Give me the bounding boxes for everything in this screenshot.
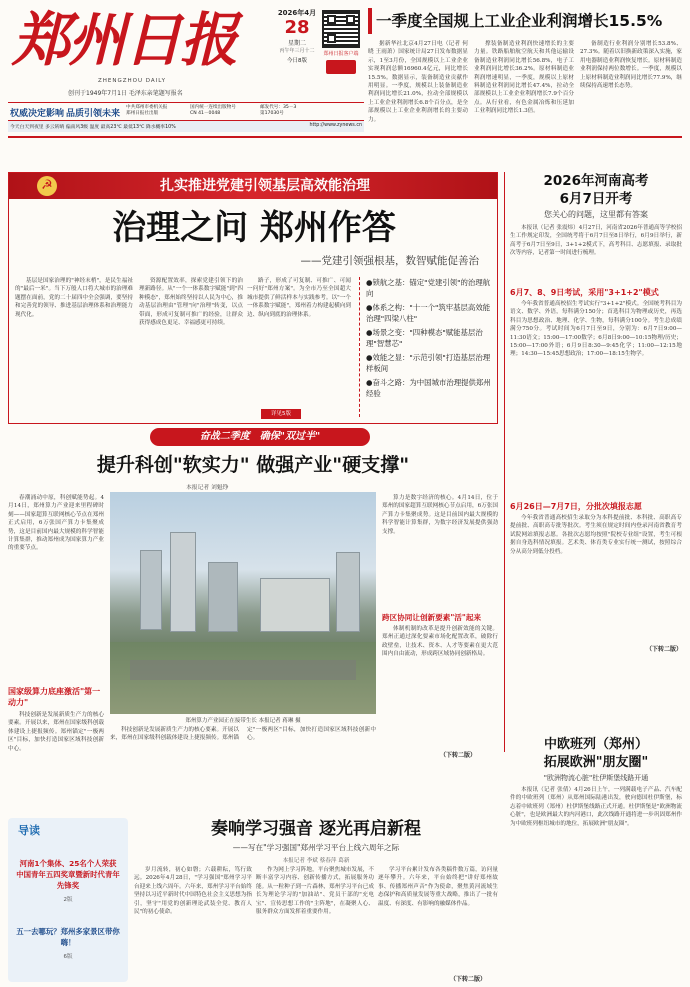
promo-section: [510, 736, 682, 982]
founded-note: 创刊于1949年7月1日 毛泽东亲笔题写报名: [68, 90, 183, 97]
bottom-subhead: ——写在"学习强国"郑州学习平台上线六周年之际: [232, 843, 400, 852]
gaokao-subhead: 您关心的问题，这里都有答案: [544, 210, 648, 219]
feature-col-3: 算力是数字经济的核心。4月14日，位于郑州的国家超算互联网核心节点启用，6万张国产算力卡集聚成势。这是目前国内最大规模的科学智能计算集群，为数字经济发展提供强劲支撑。: [382, 495, 498, 535]
lead-box: [8, 172, 498, 424]
top-story-col-3: 备制造行业利润分别增长53.8%、27.3%。随着以旧换新政策深入实施，家用电器制造业利润恢复增长。原材料制造业利润保持两位数增长。一季度，规模以上原材料制造业利润同比增长77.9%，继续保持高速增长态势。: [580, 41, 682, 90]
promo-headline-1: 中欧班列（郑州）: [543, 737, 648, 752]
guide-item-2-text: 五一去哪玩？郑州多家景区带你嗨！: [16, 927, 120, 947]
top-story-headline: 一季度全国规上工业企业利润增长15.5%: [376, 12, 663, 30]
top-story-col-2: 撑装备制造业利润快速增长的主要力量。铁路船舶航空航天和其他运输设备制造业利润同比增长56.8%，电子工业利润同比增长36.2%。原材料制造业利润增速明显，一季度，规模以上原材料制造业利润同比增长47.4%，拉动全部规模以上工业企业利润增长7.9个百分点。从行业看，有色金属冶炼和压延加工业利润同比增长1.3倍。: [474, 41, 574, 115]
gaokao-continued: （下转二版）: [645, 646, 682, 653]
promo-text: 本报讯（记者 张倩）4月26日上午，一列满载电子产品、汽车配件的中欧班列（郑州）从郑州国际陆港出发，驶向德国杜伊斯堡，标志着中欧班列（郑州）杜伊斯堡线路正式开通。杜伊斯堡是"欧洲物流心脏"，也是欧洲最大的内河港口，此次线路开通将进一步巩固郑州作为中欧班列枢纽城市的地位，拓展欧洲"朋友圈"。: [510, 787, 682, 827]
bullet-item-1: ●锁航之基：锚定"党建引领"的治理航向: [366, 278, 491, 298]
guide-item-1[interactable]: [16, 858, 120, 903]
lead-col-3: 路子，形成了可复制、可推广、可闻一问好"郑州方案"。为全市乃至全国超大城市提供了鲜活样本与实践参考。以"一个一体系数字赋能"，郑州着力构建起横向到边、纵向到底的治理体系。: [247, 278, 351, 318]
promo-headline-2: 拓展欧洲"朋友圈": [543, 755, 649, 770]
party-emblem-icon: ☭: [37, 176, 57, 196]
bullet-item-4: ●效能之显："示范引领"打造基层治理样板间: [366, 353, 491, 373]
guide-item-1-text: 河南1个集体、25名个人荣获中国青年五四奖章暨新时代青年先锋奖: [16, 859, 120, 890]
lead-banner-title: 扎实推进党建引领基层高效能治理: [160, 178, 370, 194]
guide-box: [8, 818, 128, 982]
newspaper-title: 郑州日报: [12, 6, 237, 74]
feature-col-3b: 跨区协同让创新要素"活"起来 体制机制的改革是提升创新效能的关键。郑州正通过深化要素市场化配置改革，破除行政壁垒，让技术、资本、人才等要素在更大范围内自由流动，形成跨区域协同创新格局。: [382, 613, 498, 658]
bullet-item-5: ●奋斗之路：为中国城市治理提供郑州经验: [366, 378, 491, 398]
guide-label: 导读: [18, 824, 40, 837]
weather-bar: [8, 120, 364, 132]
app-logo-icon: [326, 60, 356, 74]
gaokao-sec1-head: 6月7、8、9日考试，采用"3+1+2"模式: [510, 288, 659, 297]
gaokao-headline-1: 2026年河南高考: [543, 173, 649, 189]
gaokao-sec1-text: 今年我省普通高校招生考试实行"3+1+2"模式。全国统考科目为语文、数学、外语，每科满分150分；首选科目为物理或历史，再选科目为思想政治、地理、化学、生物，每科满分100分。考生总成绩满分750分。考试时间为6月7日至9日，分别为：6月7日9:00—11:30语文；15:00—17:00数学；6月8日9:00—10:15物理/历史；15:00—17:00外语；6月9日8:30—9:45化学；11:00—12:15地理；14:30—15:45思想政治；17:00—18:15生物学。: [510, 301, 682, 358]
website-link[interactable]: http://www.zynews.cn: [309, 123, 362, 128]
bottom-col-3: 学习平台累计发布各类稿件数万篇，访问量逐年攀升。六年来，平台始终把"讲好郑州故事、传播郑州声音"作为使命，聚焦黄河流域生态保护和高质量发展等重大战略，推出了一批有温度、有深度、有影响的融媒体作品。: [378, 867, 498, 907]
page-count: 今日8版: [287, 58, 307, 64]
feature-col-1: 春潮涌动中原，科创赋能势起。4月14日，郑州算力产业迎来里程碑时刻——国家超算互联网核心节点在郑州正式启用，6万张国产算力卡集聚成势，这是目前国内最大规模的科学智能计算集群，推动郑州成为国家算力产业的重要节点。: [8, 495, 104, 552]
bullet-item-3: ●场景之变："四种模态"赋能基层治理"智慧芯": [366, 328, 483, 348]
lead-col-1: 基层是国家治理的"神经末梢"，是民生福祉的"最后一米"。当下万般人口将大城市的治理难题摆在面前，党的二十届四中全会强调，要坚持和完善党的领导、推进基层治理体系和治理能力现代化。: [15, 278, 133, 318]
bottom-continued: （下转二版）: [450, 976, 487, 983]
quarter-banner: [150, 428, 370, 446]
feature-subhead-2: 跨区协同让创新要素"活"起来: [382, 613, 482, 622]
lead-col-2: 资源配置效率，探索党建引领下的治理新路径。从"一个一体系数字赋能"到"四种模态"，郑州始终坚持以人民为中心，推动基层治理由"管理"向"治理"转变，以点带面，形成可复制可推广的经验，让群众获得感成色更足、幸福感更可持续。: [139, 278, 243, 327]
slogan-1: 权威决定影响: [10, 109, 65, 119]
date-year-month: 2026年4月: [277, 9, 317, 17]
bottom-headline: 奏响学习强音 逐光再启新程: [211, 819, 421, 839]
newspaper-pinyin: ZHENGZHOU DAILY: [98, 78, 166, 84]
gaokao-sec2-head: 6月26日—7月7日，分批次填报志愿: [510, 502, 642, 511]
bullet-item-2: ●体系之构："十一个"筑牢基层高效能治理"四梁八柱": [366, 303, 491, 323]
guide-item-2-page: 6版: [63, 954, 73, 960]
qr-label: 郑州日报客户端: [323, 51, 359, 57]
gaokao-section: [510, 172, 682, 732]
top-story: [368, 6, 682, 134]
postal-code: 邮发代号：35－3: [260, 105, 297, 110]
guide-item-2[interactable]: [16, 926, 120, 960]
cn-code-label: 国内统一连续出版物号: [190, 105, 236, 110]
serial-number: 第17030号: [260, 111, 284, 116]
gaokao-headline-2: 6月7日开考: [559, 191, 633, 207]
lead-jump-button[interactable]: 详见5版: [261, 409, 301, 419]
lunar-date: 丙午年三月十二: [279, 48, 315, 54]
feature-col-mid: 科技创新是发展新质生产力的核心要素。开展以来，郑州在国家级科创载体建设上捷报频传。郑州锚定"一极两区"目标，加快打造国家区域科技创新中心。: [110, 727, 376, 742]
weather-text: 今天白天到夜里 多云转晴 偏南风3级 温度 最高23℃ 最低13℃ 降水概率10%: [10, 125, 176, 130]
cn-number: CN 41－0048: [190, 111, 221, 116]
slogan-row: [8, 102, 364, 118]
feature-photo: [110, 492, 376, 714]
feature-byline: 本报记者 刘魁铮: [186, 485, 229, 491]
guide-item-1-page: 2版: [63, 897, 73, 903]
gaokao-sec2-text: 今年我省普通高校招生录取分为本科提前批、本科批、高职高专提前批、高职高专批等批次。考生须在规定时间内登录河南省教育考试院网站填报志愿。各批次志愿均按照"院校专业组"设置，考生可根据自身选科情况填报。艺术类、体育类专业实行统一测试，按照综合分从高分到低分投档。: [510, 515, 682, 555]
bottom-byline: 本报记者 李斌 蔡春萍 葛新: [282, 858, 350, 864]
slogan-2: 品质引领未来: [66, 109, 121, 119]
right-column-divider: [504, 172, 505, 752]
bottom-col-1: 岁月流转，初心如磐；六载耕耘，笃行致远。2026年4月28日，"学习强国"郑州学习平台迎来上线六周年。六年来，郑州学习平台始终坚持以习近平新时代中国特色社会主义思想为指引，坚守"用党的创新理论武装全党、教育人民"的初心使命。: [134, 867, 252, 916]
masthead: [8, 6, 364, 134]
lead-banner: [9, 173, 497, 199]
date-day: 28: [284, 17, 310, 38]
date-block: [276, 6, 318, 66]
gaokao-intro: 本报讯（记者 张震炜）4月27日，河南省2026年普通高等学校招生工作规定印发，全国统考将于6月7日至8日举行，6月9日举行，新高考于6月7日至9日，3+1+2模式下，高考科目、志愿填报、录取批次等内容，记者第一时间进行梳理。: [510, 225, 682, 257]
top-story-col-1: 据新华社北京4月27日电（记者 何晓 王雨萧）国家统计局27日发布数据显示，1至3月份，全国规模以上工业企业实现利润总额16960.4亿元，同比增长15.5%。数据显示，装备制造业贡献作用明显。一季度，规模以上装备制造业利润同比增长21.0%，拉动全部规模以上工业企业利润增长6.8个百分点，是全部规模以上工业企业利润增长的主要动力。: [368, 41, 468, 123]
feature-col-2: 国家级算力底座激活"第一动力" 科技创新是发展新质生产力的核心要素。开展以来，郑州在国家级科创载体建设上捷报频传。郑州锚定"一极两区"目标，加快打造国家区域科技创新中心。: [8, 687, 104, 752]
top-story-bar: [368, 8, 372, 34]
publisher-2: 郑州日报社出版: [126, 111, 159, 116]
qr-code-icon: [322, 10, 360, 48]
feature-continued: （下转二版）: [440, 752, 477, 759]
quarter-banner-text: 奋战二季度 确保"双过半": [199, 431, 321, 442]
publisher-1: 中共郑州市委机关报: [126, 105, 168, 110]
feature-subhead-1: 国家级算力底座激活"第一动力": [8, 687, 101, 707]
feature-headline: 提升科创"软实力" 做强产业"硬支撑": [96, 454, 410, 476]
masthead-divider: [8, 136, 682, 138]
promo-subhead: "欧洲物流心脏"杜伊斯堡线路开通: [543, 774, 649, 782]
feature-photo-caption: 郑州算力产业园正在接带生长 本报记者 蒋琳 摄: [185, 718, 301, 724]
lead-subhead: ——党建引领强根基，数智赋能促善治: [300, 255, 479, 267]
weekday: 星期二: [287, 40, 306, 47]
lead-bullet-box: [359, 277, 491, 417]
lead-headline: 治理之问 郑州作答: [112, 208, 396, 248]
bottom-col-2: 作为网上学习阵地，平台聚焦城市发展，不断丰富学习内容、创新传播方式，拓展服务功能。从一粒种子到一片森林，郑州学习平台已成长为理论学习的"加油站"、党员干部的"充电宝"、宣传思想工作的"主阵地"，在凝聚人心、服务群众方面发挥着重要作用。: [256, 867, 374, 916]
